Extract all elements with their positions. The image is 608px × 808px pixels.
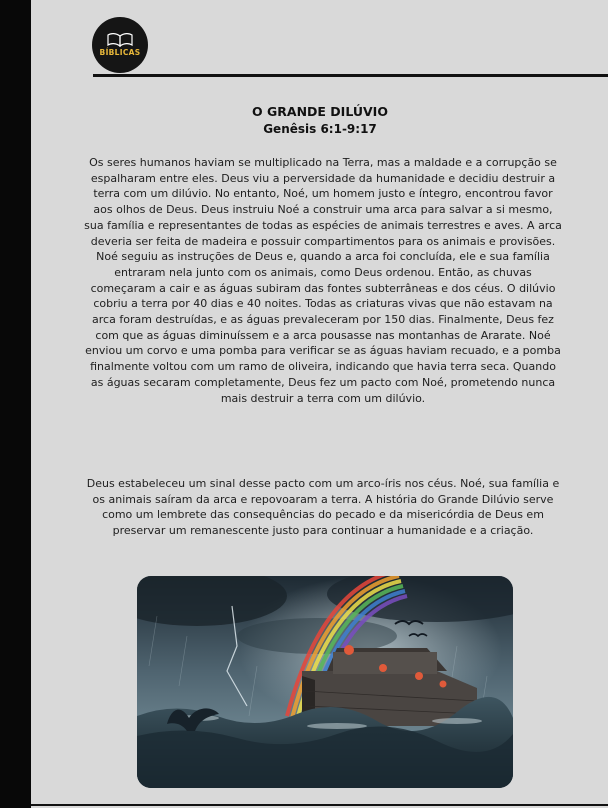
- header-divider: [93, 74, 608, 77]
- story-paragraph-1: Os seres humanos haviam se multiplicado na Terra, mas a maldade e a corrupção se espalharam entre eles. Deus viu a perversidade da humanidade e decidiu destruir a terra com um dilúvio. No entanto, Noé, um homem justo e íntegro, encontrou favor aos olhos de Deus. Deus instruiu Noé a construir uma arca para salvar a si mesmo, sua família e representantes de todas as espécies de animais terrestres e aves. A arca deveria ser feita de madeira e possuir compartimentos para os animais e provisões. Noé seguiu as instruções de Deus e, quando a arca foi concluída, ele e sua família entraram nela junto com os animais, como Deus ordenou. Então, as chuvas começaram a cair e as águas subiram das fontes subterrâneas e dos céus. O dilúvio cobriu a terra por 40 dias e 40 noites. Todas as criaturas vivas que não estavam na arca foram destruídas, e as águas prevaleceram por 150 dias. Finalmente, Deus fez com que as águas diminuíssem e a arca pousasse nas montanhas de Ararate. Noé enviou um corvo e uma pomba para verificar se as águas haviam recuado, e a pomba finalmente voltou com um ramo de oliveira, indicando que havia terra seca. Quando as águas secaram completamente, Deus fez um pacto com Noé, prometendo nunca mais destruir a terra com um dilúvio.: [84, 156, 562, 405]
- logo-text: BÍBLICAS: [99, 48, 141, 57]
- footer-divider: [31, 804, 608, 806]
- page-title: O GRANDE DILÚVIO: [252, 104, 388, 119]
- scripture-reference: Genêsis 6:1-9:17: [263, 122, 377, 136]
- biblicas-logo[interactable]: [92, 17, 148, 73]
- story-paragraph-2: Deus estabeleceu um sinal desse pacto com um arco-íris nos céus. Noé, sua família e os animais saíram da arca e repovoaram a terra. A história do Grande Dilúvio serve como um lembrete das consequências do pecado e da misericórdia de Deus em preservar um remanescente justo para continuar a humanidade e a criação.: [86, 477, 560, 538]
- open-book-icon: [107, 33, 133, 47]
- left-sidebar-bar: [0, 0, 31, 808]
- noahs-ark-illustration: [137, 576, 513, 788]
